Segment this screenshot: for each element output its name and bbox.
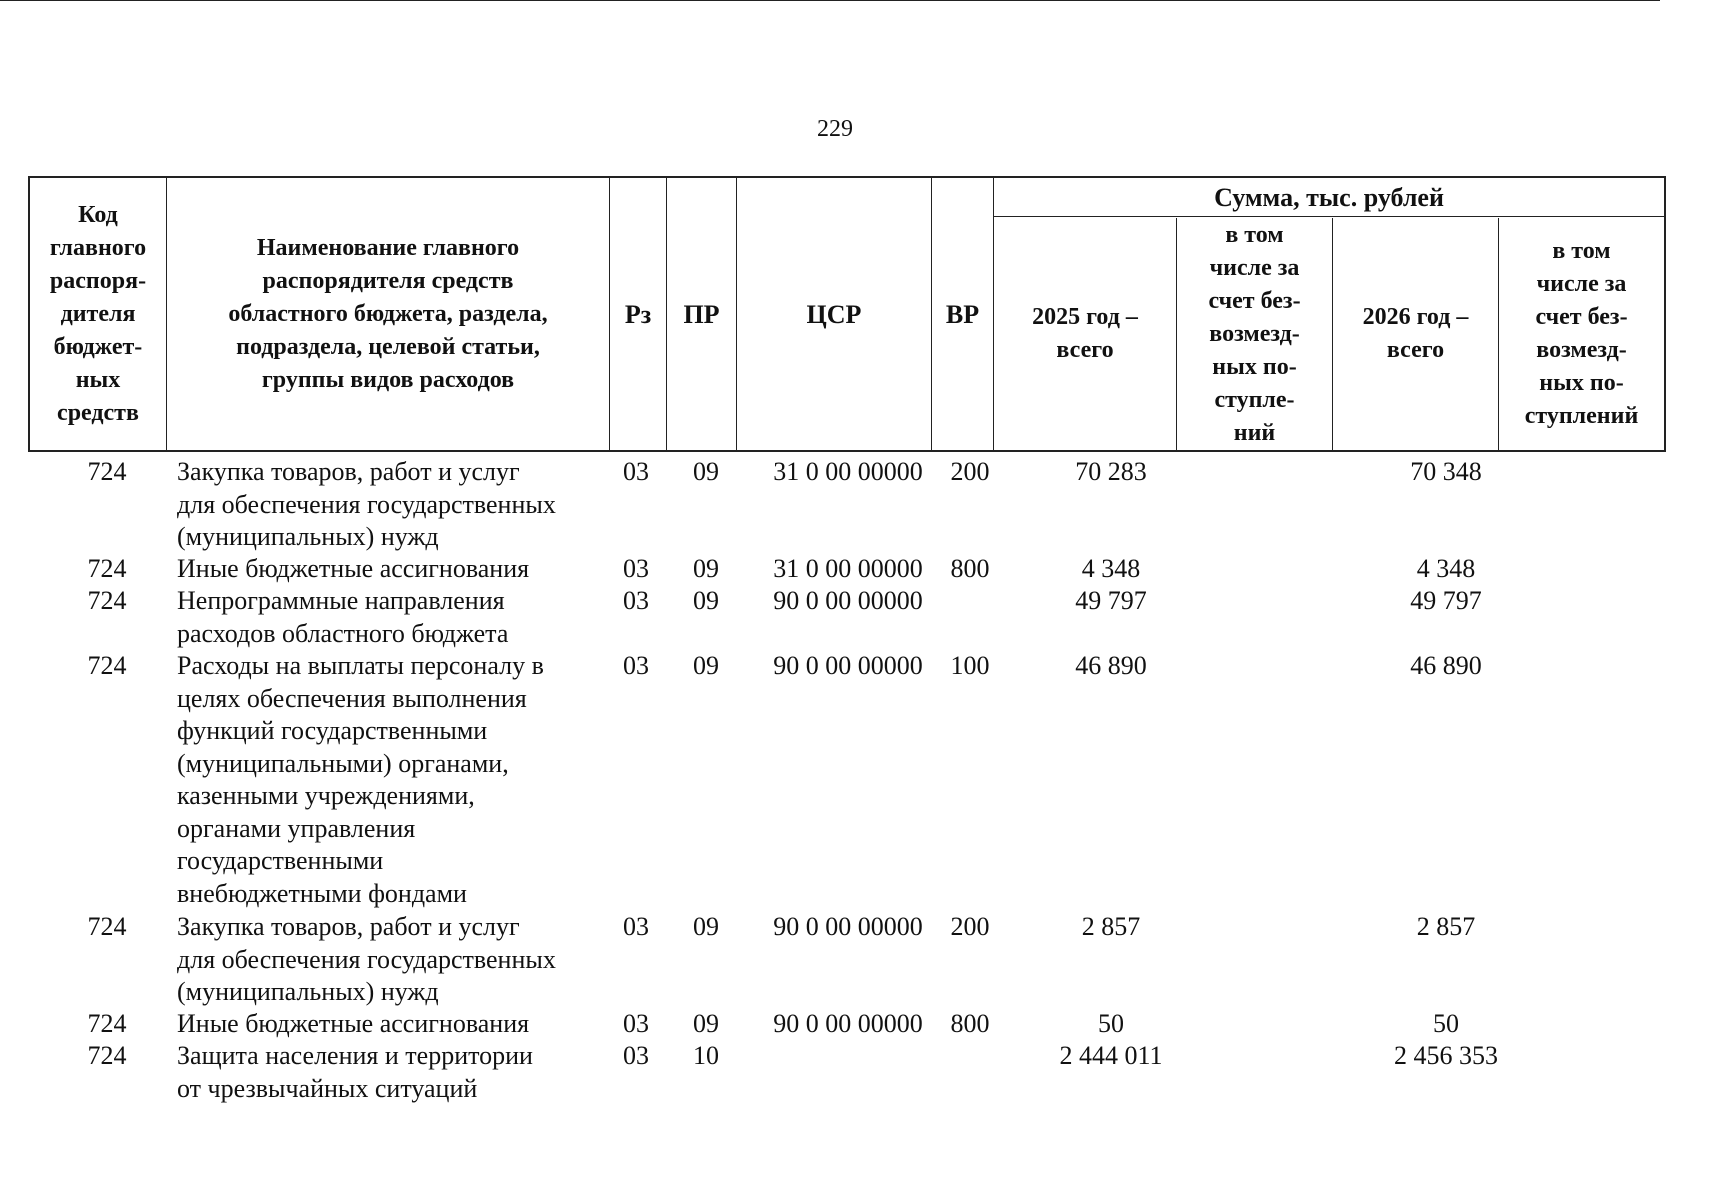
cell-rz: 03 xyxy=(623,586,649,615)
cell-2026-total: 49 797 xyxy=(1410,586,1482,615)
header-kod: Код главного распоря- дителя бюджет- ных средств xyxy=(49,201,147,426)
header-pr: ПР xyxy=(683,299,720,329)
cell-2025-total: 46 890 xyxy=(1075,651,1147,680)
cell-pr: 09 xyxy=(693,457,719,486)
cell-pr: 09 xyxy=(693,912,719,941)
cell-csr: 90 0 00 00000 xyxy=(773,912,923,941)
cell-2026-total: 70 348 xyxy=(1410,457,1482,486)
cell-pr: 09 xyxy=(693,651,719,680)
cell-rz: 03 xyxy=(623,1041,649,1070)
cell-2026-total: 2 456 353 xyxy=(1394,1041,1498,1070)
cell-2026-total: 4 348 xyxy=(1416,554,1476,583)
cell-pr: 10 xyxy=(693,1041,719,1070)
header-2026-free: в том числе за счет без- возмезд- ных по- ступлений xyxy=(1524,238,1639,429)
cell-csr: 31 0 00 00000 xyxy=(773,457,923,486)
cell-2026-total: 50 xyxy=(1433,1009,1459,1038)
cell-2025-total: 2 857 xyxy=(1081,912,1141,941)
cell-vr: 100 xyxy=(950,651,990,680)
cell-kod: 724 xyxy=(87,1009,127,1038)
cell-pr: 09 xyxy=(693,1009,719,1038)
cell-rz: 03 xyxy=(623,1009,649,1038)
header-summa: Сумма, тыс. рублей xyxy=(1214,182,1444,212)
cell-pr: 09 xyxy=(693,554,719,583)
cell-csr: 31 0 00 00000 xyxy=(773,554,923,583)
cell-2025-total: 4 348 xyxy=(1081,554,1141,583)
cell-kod: 724 xyxy=(87,586,127,615)
cell-kod: 724 xyxy=(87,554,127,583)
header-2025-total: 2025 год – всего xyxy=(1032,304,1138,363)
cell-kod: 724 xyxy=(87,912,127,941)
top-rule xyxy=(0,0,1660,1)
header-2026-total: 2026 год – всего xyxy=(1362,304,1469,363)
cell-vr: 200 xyxy=(950,912,990,941)
header-name: Наименование главного распорядителя средств областного бюджета, раздела, подраздела, целевой статьи, группы видов расходов xyxy=(228,234,548,393)
cell-name: Закупка товаров, работ и услуг для обеспечения государственных (муниципальных) нужд xyxy=(177,457,556,551)
cell-2026-total: 46 890 xyxy=(1410,651,1482,680)
cell-2025-total: 50 xyxy=(1098,1009,1124,1038)
page-number: 229 xyxy=(817,116,853,142)
cell-kod: 724 xyxy=(87,457,127,486)
header-2025-free: в том числе за счет без- возмезд- ных по- ступле- ний xyxy=(1208,221,1301,446)
cell-csr: 90 0 00 00000 xyxy=(773,586,923,615)
cell-rz: 03 xyxy=(623,457,649,486)
cell-vr: 200 xyxy=(950,457,990,486)
cell-rz: 03 xyxy=(623,912,649,941)
cell-name: Закупка товаров, работ и услуг для обеспечения государственных (муниципальных) нужд xyxy=(177,912,556,1006)
cell-kod: 724 xyxy=(87,651,127,680)
cell-vr: 800 xyxy=(950,1009,990,1038)
cell-2025-total: 49 797 xyxy=(1075,586,1147,615)
cell-name: Расходы на выплаты персоналу в целях обеспечения выполнения функций государственными (муниципальными) органами, казенными учреждениями, органами управления государственными внебюджетными фондами xyxy=(177,651,544,908)
cell-name: Иные бюджетные ассигнования xyxy=(177,1009,530,1038)
cell-vr: 800 xyxy=(950,554,990,583)
cell-csr: 90 0 00 00000 xyxy=(773,1009,923,1038)
cell-2025-total: 70 283 xyxy=(1075,457,1147,486)
cell-rz: 03 xyxy=(623,554,649,583)
cell-name: Защита населения и территории от чрезвычайных ситуаций xyxy=(177,1041,533,1103)
header-vr: ВР xyxy=(945,299,980,329)
table-header xyxy=(28,176,1666,452)
cell-2026-total: 2 857 xyxy=(1416,912,1476,941)
header-csr: ЦСР xyxy=(806,299,862,329)
cell-name: Иные бюджетные ассигнования xyxy=(177,554,530,583)
cell-pr: 09 xyxy=(693,586,719,615)
cell-kod: 724 xyxy=(87,1041,127,1070)
cell-rz: 03 xyxy=(623,651,649,680)
header-summa-divider xyxy=(993,216,1664,217)
cell-2025-total: 2 444 011 xyxy=(1059,1041,1163,1070)
cell-name: Непрограммные направления расходов областного бюджета xyxy=(177,586,509,648)
header-rz: Рз xyxy=(624,299,652,329)
cell-csr: 90 0 00 00000 xyxy=(773,651,923,680)
